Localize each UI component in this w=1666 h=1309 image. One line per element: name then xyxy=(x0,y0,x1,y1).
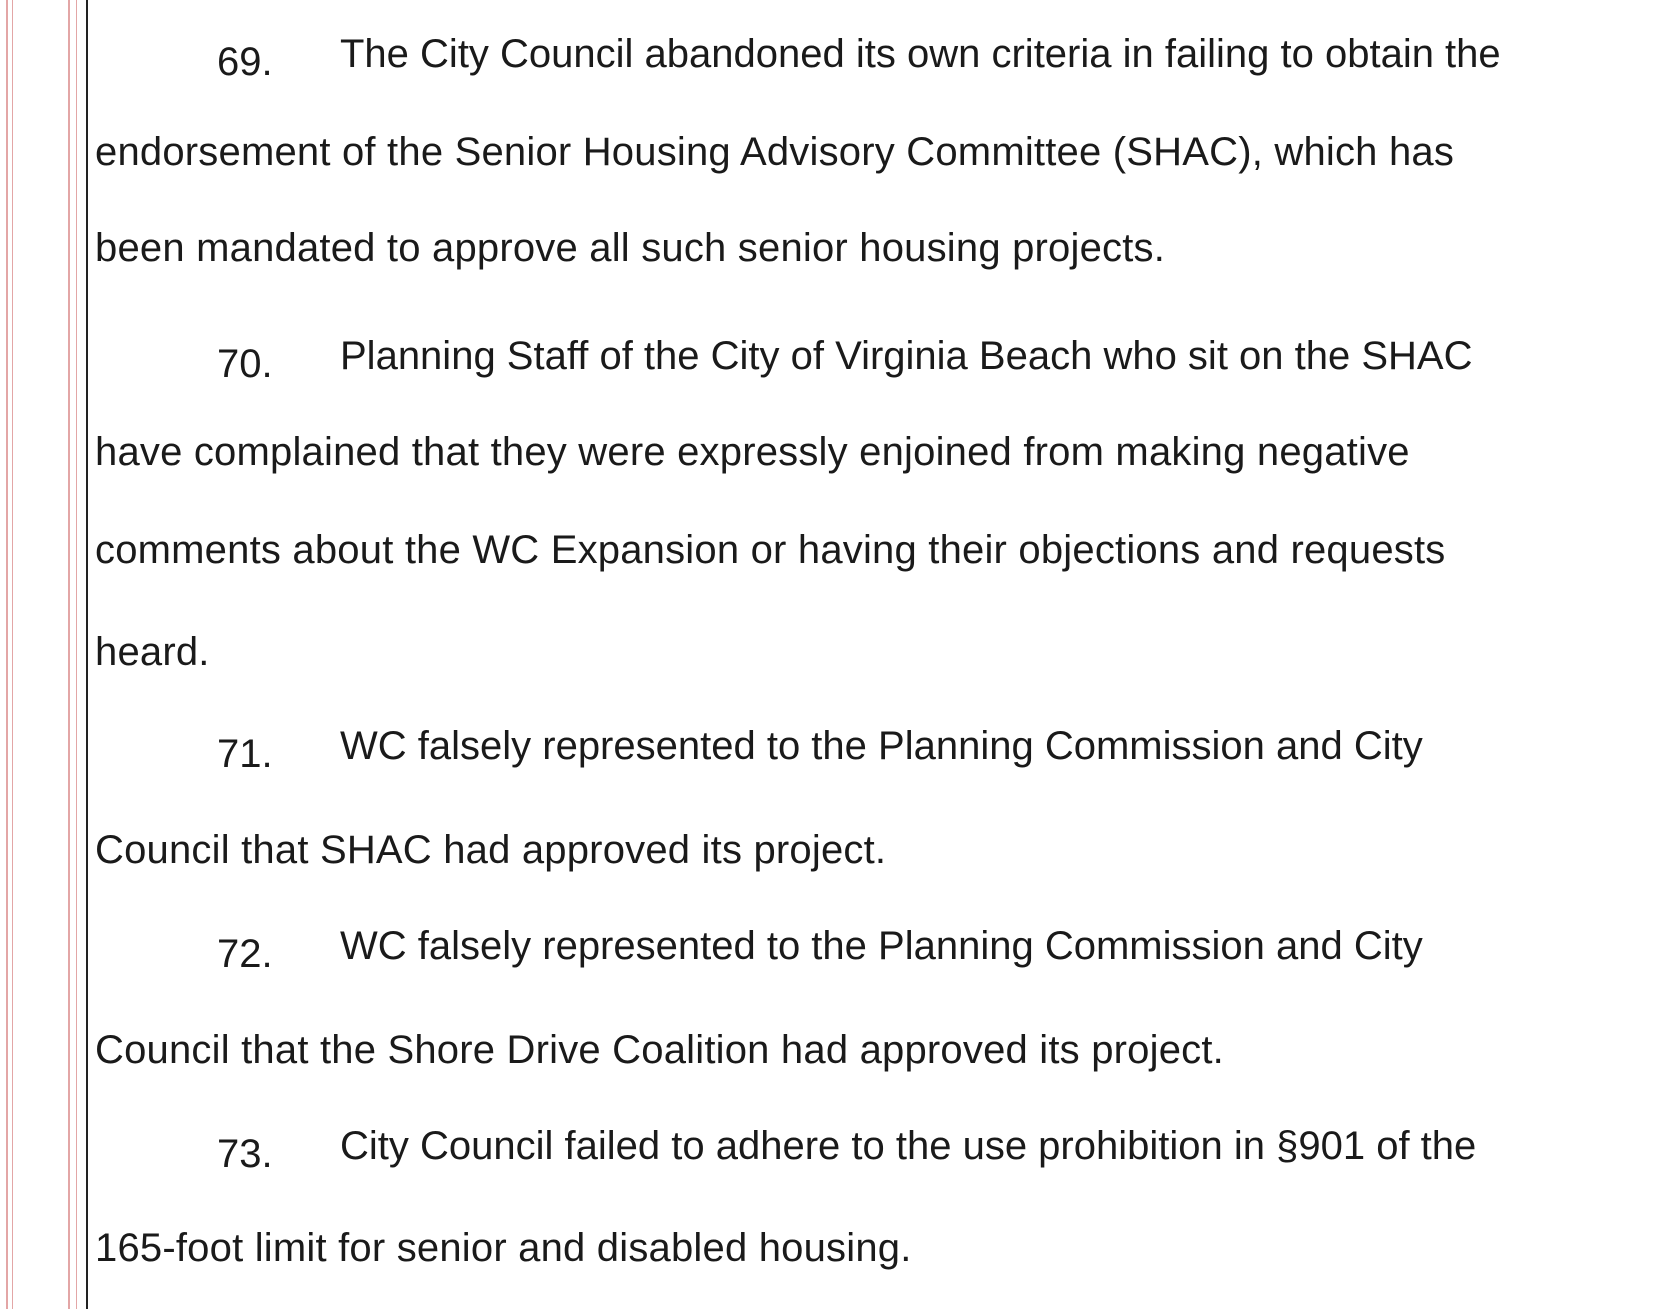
paragraph-line: Council that the Shore Drive Coalition had approved its project. xyxy=(95,1028,1224,1072)
paragraph-line: WC falsely represented to the Planning Commission and City xyxy=(340,724,1423,768)
paragraph-line: comments about the WC Expansion or having their objections and requests xyxy=(95,528,1446,572)
paragraph-line: endorsement of the Senior Housing Advisory Committee (SHAC), which has xyxy=(95,130,1455,174)
margin-rule-red-1 xyxy=(6,0,8,1309)
paragraph-number: 71. xyxy=(217,732,273,776)
paragraph-line: been mandated to approve all such senior housing projects. xyxy=(95,226,1166,270)
paragraph-line: WC falsely represented to the Planning Commission and City xyxy=(340,924,1423,968)
paragraph-number: 72. xyxy=(217,932,273,976)
paragraph-line: City Council failed to adhere to the use prohibition in §901 of the xyxy=(340,1124,1477,1168)
margin-rule-red-2 xyxy=(12,0,13,1309)
paragraph-number: 69. xyxy=(217,40,273,84)
paragraph-line: The City Council abandoned its own criteria in failing to obtain the xyxy=(340,32,1501,76)
margin-rule-red-4 xyxy=(76,0,77,1309)
paragraph-line: Planning Staff of the City of Virginia Beach who sit on the SHAC xyxy=(340,334,1473,378)
margin-rule-red-3 xyxy=(68,0,70,1309)
paragraph-number: 73. xyxy=(217,1132,273,1176)
paragraph-number: 70. xyxy=(217,342,273,386)
paragraph-line: have complained that they were expressly enjoined from making negative xyxy=(95,430,1410,474)
paragraph-line: heard. xyxy=(95,630,210,674)
paragraph-line: Council that SHAC had approved its project. xyxy=(95,828,887,872)
paragraph-line: 165-foot limit for senior and disabled housing. xyxy=(95,1226,912,1270)
margin-rule-black xyxy=(86,0,88,1309)
